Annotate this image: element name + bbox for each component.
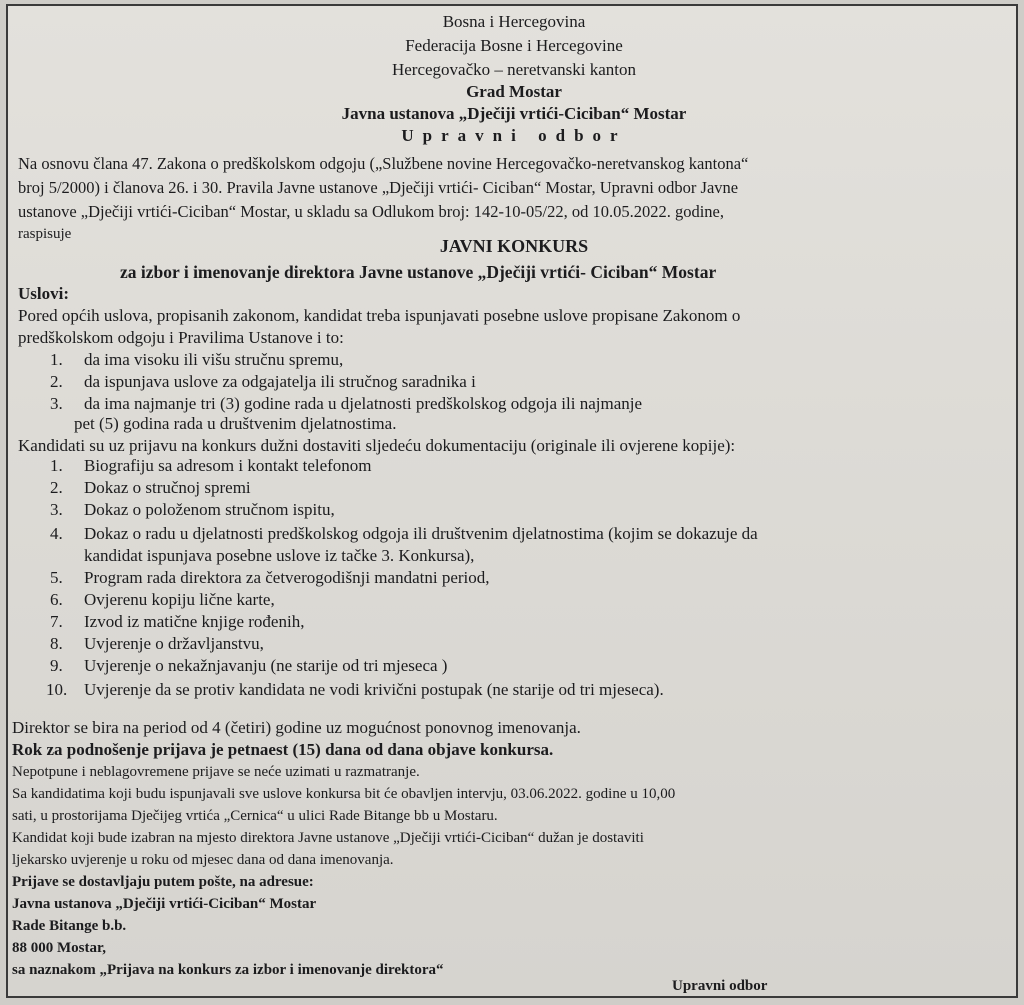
intro-line-2: broj 5/2000) i članova 26. i 30. Pravila Javne ustanove „Dječiji vrtići- Ciciban“ Mostar, Upravni odbor Javne [18, 178, 739, 197]
document-num: 7. [50, 612, 63, 631]
medical-line-2: ljekarsko uvjerenje u roku od mjesec dana od dana imenovanja. [12, 852, 394, 868]
signature: Upravni odbor [672, 978, 768, 994]
document-item: Uvjerenje o nekažnjavanju (ne starije od tri mjeseca ) [84, 656, 448, 675]
konkurs-title: JAVNI KONKURS [439, 236, 589, 256]
intro-line-3: ustanove „Dječiji vrtići-Ciciban“ Mostar, u skladu sa Odlukom broj: 142-10-05/22, od 10.05.2022. godine, [18, 202, 724, 221]
header-city: Grad Mostar [466, 82, 562, 101]
address-line-1: Javna ustanova „Dječiji vrtići-Ciciban“ Mostar [12, 896, 317, 912]
header-board: Upravni odbor [401, 126, 627, 145]
document-num: 1. [50, 456, 63, 475]
interview-line-2: sati, u prostorijama Dječijeg vrtića „Cernica“ u ulici Rade Bitange bb u Mostaru. [12, 808, 498, 824]
header-institution: Javna ustanova „Dječiji vrtići-Ciciban“ Mostar [341, 104, 687, 123]
conditions-line-2: predškolskom odgoju i Pravilima Ustanove i to: [18, 328, 344, 347]
document-item: Dokaz o stručnoj spremi [84, 478, 251, 497]
konkurs-subtitle: za izbor i imenovanje direktora Javne ustanove „Dječiji vrtići- Ciciban“ Mostar [120, 262, 717, 282]
address-line-3: 88 000 Mostar, [12, 940, 107, 956]
documents-heading: Kandidati su uz prijavu na konkurs dužni dostaviti sljedeću dokumentaciju (originale ili ovjerene kopije): [18, 436, 736, 455]
condition-num: 2. [50, 372, 63, 391]
document-num: 8. [50, 634, 63, 653]
document-item: Uvjerenje da se protiv kandidata ne vodi krivični postupak (ne starije od tri mjeseca). [84, 680, 664, 699]
document-num: 2. [50, 478, 63, 497]
document-item-continuation: kandidat ispunjava posebne uslove iz tačke 3. Konkursa), [84, 546, 475, 565]
submission-note: sa naznakom „Prijava na konkurs za izbor i imenovanje direktora“ [12, 962, 444, 978]
condition-item-continuation: pet (5) godina rada u društvenim djelatnostima. [74, 414, 397, 433]
document-num: 3. [50, 500, 63, 519]
conditions-line-1: Pored općih uslova, propisanih zakonom, kandidat treba ispunjavati posebne uslove propisane Zakonom o [18, 306, 741, 325]
header-country: Bosna i Hercegovina [442, 12, 586, 31]
document-item: Program rada direktora za četverogodišnji mandatni period, [84, 568, 490, 587]
document-item: Izvod iz matične knjige rođenih, [84, 612, 305, 631]
mail-heading: Prijave se dostavljaju putem pošte, na adresue: [12, 874, 314, 890]
header-canton: Hercegovačko – neretvanski kanton [391, 60, 637, 79]
intro-line-1: Na osnovu člana 47. Zakona o predškolskom odgoju („Službene novine Hercegovačko-neretvanskog kantona“ [18, 154, 749, 173]
incomplete-text: Nepotpune i neblagovremene prijave se neće uzimati u razmatranje. [12, 764, 420, 780]
document-num: 10. [46, 680, 68, 699]
document-item: Dokaz o radu u djelatnosti predškolskog odgoja ili društvenim djelatnostima (kojim se dokazuje da [84, 524, 758, 543]
interview-line-1: Sa kandidatima koji budu ispunjavali sve uslove konkursa bit će obavljen intervju, 03.06.2022. godine u 10,00 [12, 786, 676, 802]
address-line-2: Rade Bitange b.b. [12, 918, 127, 934]
document-item: Dokaz o položenom stručnom ispitu, [84, 500, 335, 519]
conditions-heading: Uslovi: [18, 284, 69, 303]
document-item: Uvjerenje o državljanstvu, [84, 634, 264, 653]
document-page [6, 4, 1018, 998]
condition-item: da ima visoku ili višu stručnu spremu, [84, 350, 344, 369]
condition-item: da ima najmanje tri (3) godine rada u djelatnosti predškolskog odgoja ili najmanje [84, 394, 643, 413]
document-num: 6. [50, 590, 63, 609]
condition-item: da ispunjava uslove za odgajatelja ili stručnog saradnika i [84, 372, 476, 391]
document-num: 5. [50, 568, 63, 587]
term-text: Direktor se bira na period od 4 (četiri) godine uz mogućnost ponovnog imenovanja. [12, 718, 581, 737]
condition-num: 3. [50, 394, 63, 413]
deadline-text: Rok za podnošenje prijava je petnaest (15) dana od dana objave konkursa. [12, 740, 554, 759]
condition-num: 1. [50, 350, 63, 369]
intro-line-4: raspisuje [18, 226, 72, 242]
document-num: 9. [50, 656, 63, 675]
header-federation: Federacija Bosne i Hercegovine [405, 36, 623, 55]
document-item: Biografiju sa adresom i kontakt telefonom [84, 456, 372, 475]
document-num: 4. [50, 524, 63, 543]
document-item: Ovjerenu kopiju lične karte, [84, 590, 275, 609]
medical-line-1: Kandidat koji bude izabran na mjesto direktora Javne ustanove „Dječiji vrtići-Ciciban“ dužan je dostaviti [12, 830, 644, 846]
